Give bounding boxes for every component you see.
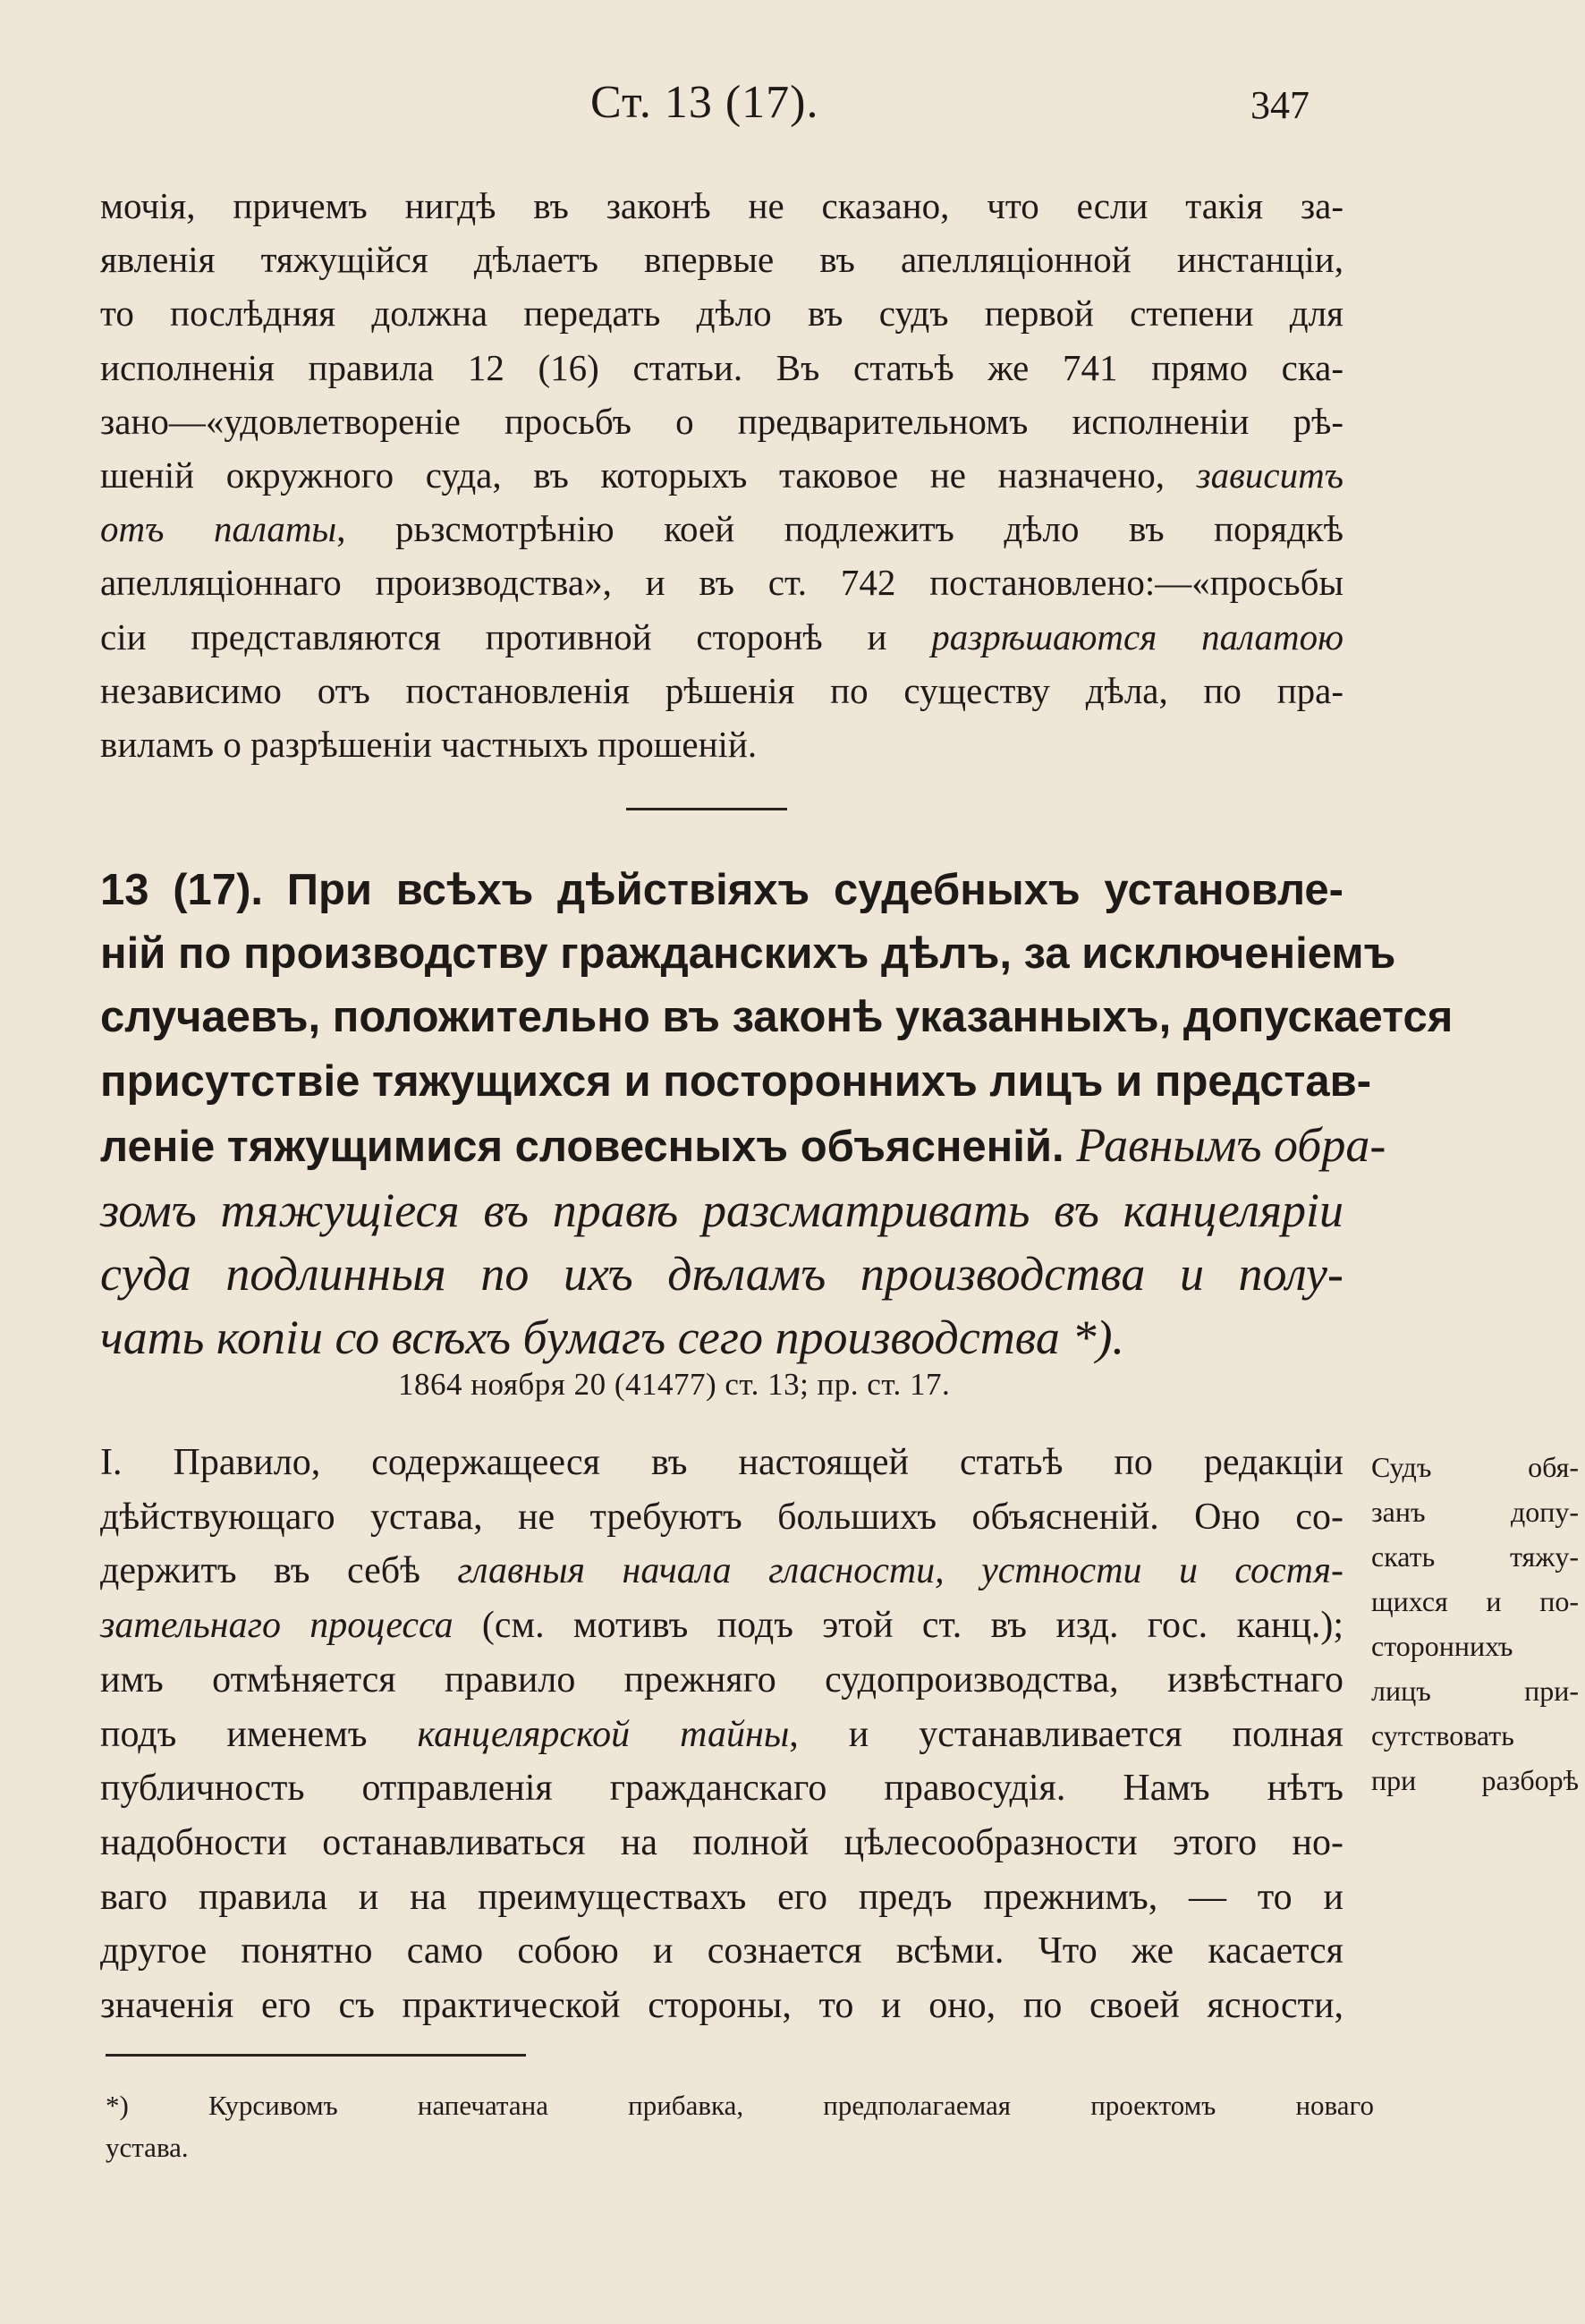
text-line: явленія тяжущійся дѣлаетъ впервые въ апелляціонной инстанціи, bbox=[100, 239, 1343, 281]
text-line: шеній окружного суда, въ которыхъ таковое не назначено, зависитъ bbox=[100, 454, 1343, 496]
text-line: отъ палаты, рьзсмотрѣнію коей подлежитъ дѣло въ порядкѣ bbox=[100, 508, 1343, 550]
text-line: сіи представляются противной сторонѣ и разрѣшаются палатою bbox=[100, 615, 1343, 657]
page-number: 347 bbox=[1250, 83, 1310, 127]
text-line: то послѣдняя должна передать дѣло въ судъ первой степени для bbox=[100, 293, 1343, 335]
comment-line: имъ отмѣняется правило прежняго судопроизводства, извѣстнаго bbox=[100, 1658, 1343, 1701]
marginal-note bbox=[1371, 1445, 1579, 1802]
comment-line: дѣйствующаго устава, не требуютъ большихъ объясненій. Оно со- bbox=[100, 1496, 1343, 1538]
text-line: исполненія правила 12 (16) статьи. Въ статьѣ же 741 прямо ска- bbox=[100, 346, 1343, 388]
marginal-line: лицъ при- bbox=[1371, 1675, 1579, 1707]
text-line: виламъ о разрѣшеніи частныхъ прошеній. bbox=[100, 724, 758, 766]
article-line: случаевъ, положительно въ законѣ указанныхъ, допускается bbox=[100, 993, 1454, 1042]
article-line: 13 (17). При всѣхъ дѣйствіяхъ судебныхъ установле- bbox=[100, 866, 1343, 914]
footnote-line: *) Курсивомъ напечатана прибавка, предполагаемая проектомъ новаго bbox=[106, 2090, 1374, 2121]
footnote-rule bbox=[106, 2054, 526, 2057]
comment-line: зательнаго процесса (см. мотивъ подъ этой ст. въ изд. гос. канц.); bbox=[100, 1605, 1343, 1647]
footnote-line: устава. bbox=[106, 2132, 189, 2163]
section-divider bbox=[626, 808, 787, 810]
comment-line: надобности останавливаться на полной цѣлесообразности этого но- bbox=[100, 1821, 1343, 1863]
marginal-line: занъ допу- bbox=[1371, 1496, 1579, 1528]
article-line: ній по производству гражданскихъ дѣлъ, за исключеніемъ bbox=[100, 929, 1396, 979]
marginal-line: Судъ обя- bbox=[1371, 1451, 1579, 1483]
text-line: независимо отъ постановленія рѣшенія по существу дѣла, по пра- bbox=[100, 669, 1343, 711]
article-line-mixed bbox=[100, 1114, 1386, 1179]
comment-line: держитъ въ себѣ главныя начала гласности, устности и состя- bbox=[100, 1550, 1343, 1592]
text-line: зано—«удовлетвореніе просьбъ о предварительномъ исполненіи рѣ- bbox=[100, 400, 1343, 442]
marginal-line: сутствовать bbox=[1371, 1719, 1514, 1751]
footnote-marker: *). bbox=[1072, 1310, 1124, 1365]
comment-line: другое понятно само собою и сознается всѣми. Что же касается bbox=[100, 1930, 1343, 1972]
previous-article-text bbox=[100, 179, 1343, 771]
marginal-line: стороннихъ bbox=[1371, 1630, 1513, 1662]
marginal-line: скать тяжу- bbox=[1371, 1540, 1579, 1573]
article-italic-line-last bbox=[100, 1306, 1343, 1371]
marginal-line: щихся и по- bbox=[1371, 1585, 1579, 1617]
article-italic-fragment: Равнымъ обра- bbox=[1076, 1117, 1386, 1172]
marginal-line: при разборѣ bbox=[1371, 1764, 1579, 1796]
footnote bbox=[106, 2084, 1374, 2168]
comment-line: I. Правило, содержащееся въ настоящей статьѣ по редакціи bbox=[100, 1442, 1343, 1483]
article-13-text bbox=[100, 859, 1454, 1372]
comment-line: публичность отправленія гражданскаго правосудія. Намъ нѣтъ bbox=[100, 1768, 1343, 1810]
article-italic-fragment: чать копіи со всѣхъ бумагъ сего производства bbox=[100, 1310, 1060, 1365]
comment-line: значенія его съ практической стороны, то и оно, по своей ясности, bbox=[100, 1985, 1343, 2027]
legislative-source: 1864 ноября 20 (41477) ст. 13; пр. ст. 17. bbox=[398, 1367, 951, 1402]
running-title: Ст. 13 (17). bbox=[590, 77, 819, 128]
text-line: мочія, причемъ нигдѣ въ законѣ не сказано, что если такія за- bbox=[100, 185, 1343, 226]
text-line: апелляціоннаго производства», и въ ст. 742 постановлено:—«просьбы bbox=[100, 562, 1343, 604]
comment-line: ваго правила и на преимуществахъ его предъ прежнимъ, — то и bbox=[100, 1876, 1343, 1918]
article-italic-line: суда подлинныя по ихъ дѣламъ производства и полу- bbox=[100, 1247, 1343, 1302]
article-bold-fragment: леніе тяжущимися словесныхъ объясненій. bbox=[100, 1122, 1064, 1171]
commentary-text bbox=[100, 1436, 1343, 2033]
article-line: присутствіе тяжущихся и постороннихъ лицъ и представ- bbox=[100, 1056, 1372, 1106]
comment-line: подъ именемъ канцелярской тайны, и устанавливается полная bbox=[100, 1713, 1343, 1755]
article-italic-line: зомъ тяжущіеся въ правѣ разсматривать въ канцеляріи bbox=[100, 1183, 1343, 1238]
